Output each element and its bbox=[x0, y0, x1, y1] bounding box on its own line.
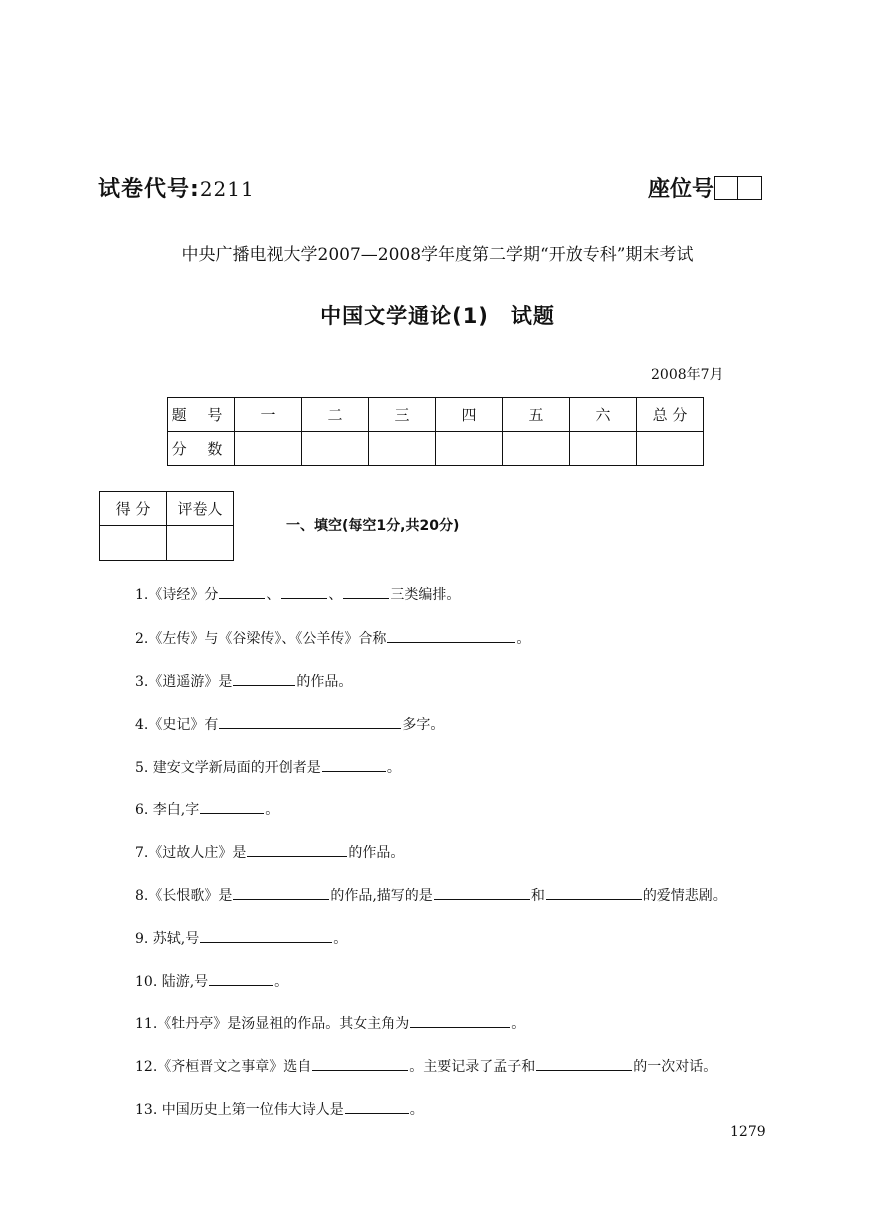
question-3: 3.《逍遥游》是 的作品。 bbox=[135, 671, 352, 691]
answer-blank[interactable] bbox=[434, 885, 530, 900]
answer-blank[interactable] bbox=[345, 1099, 409, 1114]
score-table-row2-label: 分 数 bbox=[168, 432, 235, 466]
question-1: 1.《诗经》分 、 、 三类编排。 bbox=[135, 584, 460, 604]
seat-box-2[interactable] bbox=[738, 176, 762, 200]
answer-blank[interactable] bbox=[343, 584, 389, 599]
question-11: 11.《牡丹亭》是汤显祖的作品。其女主角为 。 bbox=[135, 1013, 525, 1033]
question-6: 6. 李白,字 。 bbox=[135, 799, 279, 819]
score-table-header-row bbox=[168, 398, 704, 432]
grader-name-label: 评卷人 bbox=[167, 492, 234, 526]
exam-subtitle: 中央广播电视大学2007—2008学年度第二学期“开放专科”期末考试 bbox=[181, 245, 694, 265]
score-table-col-3: 三 bbox=[369, 398, 436, 432]
score-cell-3[interactable] bbox=[369, 432, 436, 466]
answer-blank[interactable] bbox=[546, 885, 642, 900]
exam-title: 中国文学通论(1) 试题 bbox=[320, 304, 555, 328]
score-table bbox=[167, 397, 704, 466]
score-table-col-1: 一 bbox=[235, 398, 302, 432]
page-number: 1279 bbox=[730, 1124, 766, 1140]
paper-code-label: 试卷代号: bbox=[98, 177, 200, 202]
score-table-col-6: 六 bbox=[570, 398, 637, 432]
answer-blank[interactable] bbox=[200, 928, 332, 943]
grader-score-label: 得 分 bbox=[100, 492, 167, 526]
question-9: 9. 苏轼,号 。 bbox=[135, 928, 347, 948]
answer-blank[interactable] bbox=[312, 1056, 408, 1071]
answer-blank[interactable] bbox=[233, 671, 295, 686]
seat-number bbox=[648, 172, 762, 203]
question-7: 7.《过故人庄》是 的作品。 bbox=[135, 842, 404, 862]
question-2: 2.《左传》与《谷梁传》、《公羊传》合称 。 bbox=[135, 628, 530, 648]
score-table-row1-label: 题 号 bbox=[168, 398, 235, 432]
score-cell-total[interactable] bbox=[637, 432, 704, 466]
score-table-col-total: 总 分 bbox=[637, 398, 704, 432]
answer-blank[interactable] bbox=[209, 971, 273, 986]
answer-blank[interactable] bbox=[219, 584, 265, 599]
answer-blank[interactable] bbox=[200, 799, 264, 814]
question-5: 5. 建安文学新局面的开创者是 。 bbox=[135, 757, 401, 777]
grader-box bbox=[99, 491, 234, 561]
answer-blank[interactable] bbox=[281, 584, 327, 599]
grader-box-body bbox=[100, 526, 234, 561]
question-10: 10. 陆游,号 。 bbox=[135, 971, 288, 991]
paper-code bbox=[98, 172, 255, 203]
score-cell-2[interactable] bbox=[302, 432, 369, 466]
answer-blank[interactable] bbox=[219, 714, 401, 729]
seat-number-label: 座位号 bbox=[648, 177, 715, 202]
question-12: 12.《齐桓晋文之事章》选自 。主要记录了孟子和 的一次对话。 bbox=[135, 1056, 717, 1076]
exam-date: 2008年7月 bbox=[651, 367, 724, 383]
section-title: 一、填空(每空1分,共20分) bbox=[286, 518, 460, 534]
score-table-score-row bbox=[168, 432, 704, 466]
score-cell-6[interactable] bbox=[570, 432, 637, 466]
answer-blank[interactable] bbox=[322, 757, 386, 772]
grader-name-cell[interactable] bbox=[167, 526, 234, 561]
score-cell-5[interactable] bbox=[503, 432, 570, 466]
question-4: 4.《史记》有 多字。 bbox=[135, 714, 444, 734]
paper-code-value: 2211 bbox=[199, 177, 255, 201]
score-table-col-2: 二 bbox=[302, 398, 369, 432]
question-8: 8.《长恨歌》是 的作品,描写的是 和 的爱情悲剧。 bbox=[135, 885, 727, 905]
score-table-col-5: 五 bbox=[503, 398, 570, 432]
score-cell-1[interactable] bbox=[235, 432, 302, 466]
grader-box-header bbox=[100, 492, 234, 526]
answer-blank[interactable] bbox=[536, 1056, 632, 1071]
score-cell-4[interactable] bbox=[436, 432, 503, 466]
answer-blank[interactable] bbox=[387, 628, 515, 643]
grader-score-cell[interactable] bbox=[100, 526, 167, 561]
score-table-col-4: 四 bbox=[436, 398, 503, 432]
answer-blank[interactable] bbox=[247, 842, 347, 857]
answer-blank[interactable] bbox=[233, 885, 329, 900]
answer-blank[interactable] bbox=[410, 1013, 510, 1028]
seat-box-1[interactable] bbox=[714, 176, 738, 200]
question-13: 13. 中国历史上第一位伟大诗人是 。 bbox=[135, 1099, 424, 1119]
